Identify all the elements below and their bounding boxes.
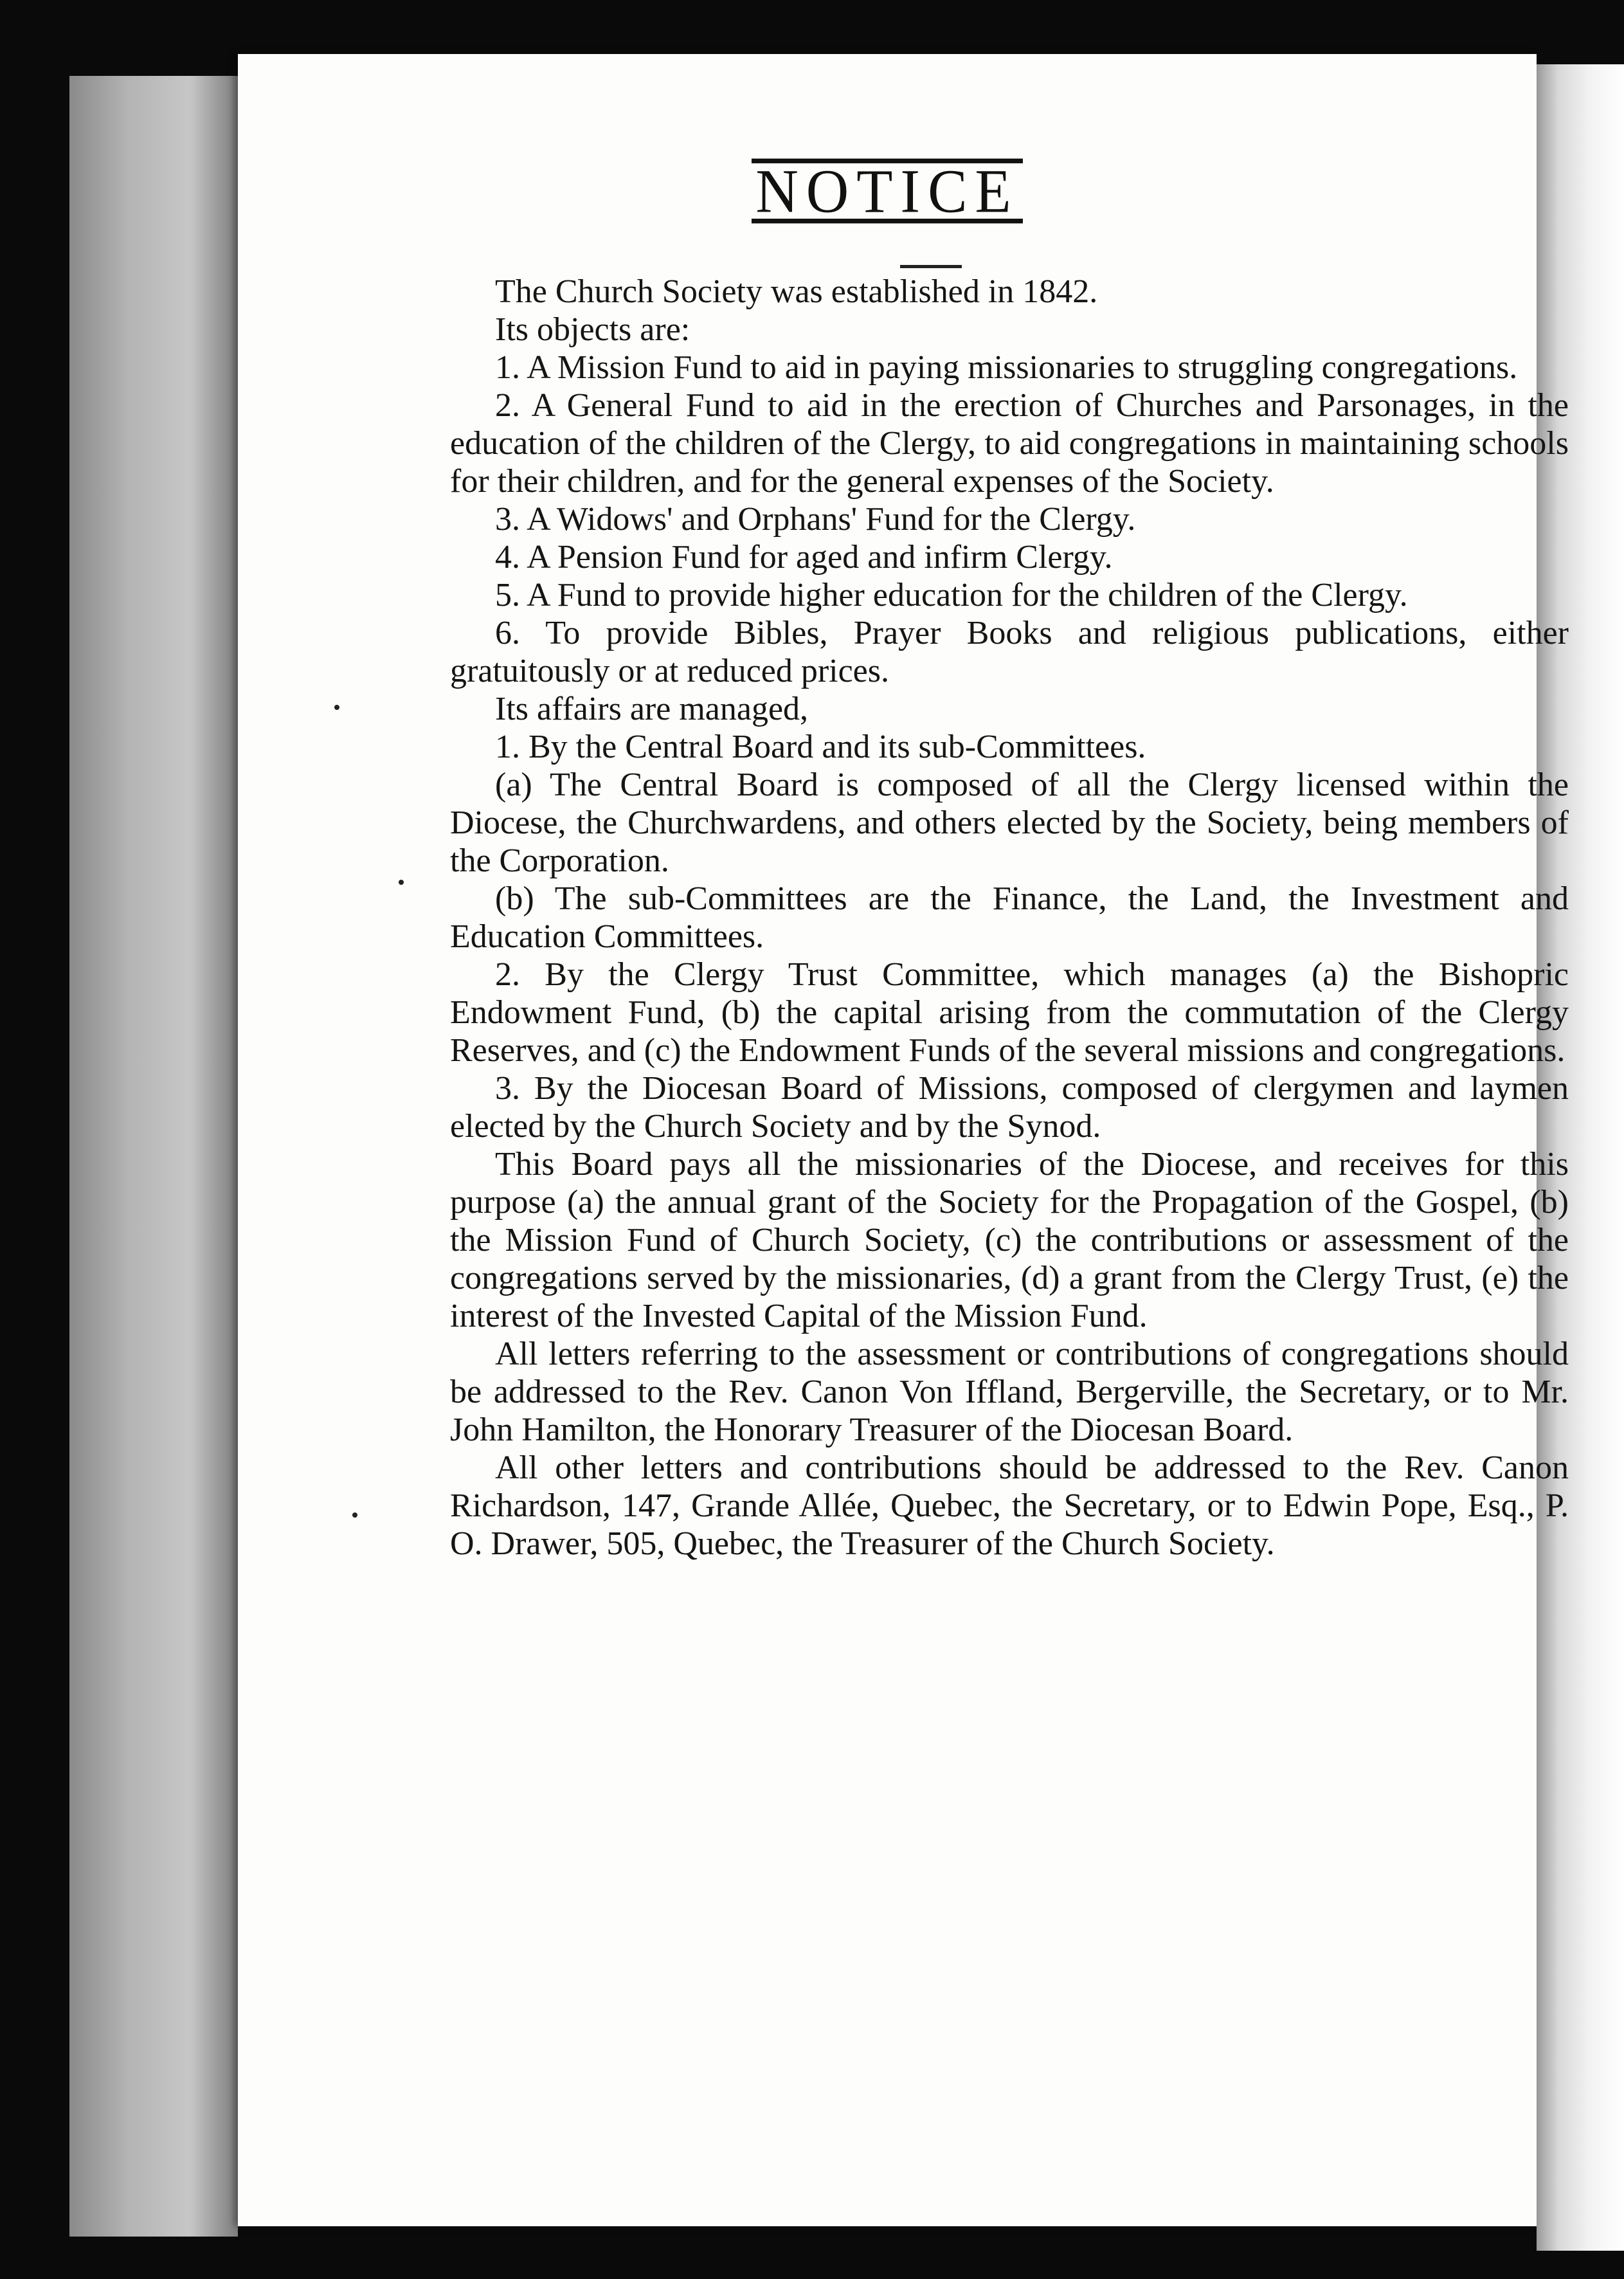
notice-body	[450, 273, 1569, 1563]
speck-mark	[334, 705, 339, 710]
paragraph-objects-intro: Its objects are:	[495, 311, 690, 348]
notice-title-text: NOTICE	[752, 159, 1022, 224]
paragraph-board-pays: This Board pays all the missionaries of the Diocese, and receives for this purpose (a) the annual grant of the Society for the Propagation of the Gospel, (b) the Mission Fund of Church Society, (c) the contributions or assessment of the congregations served by the missionaries, (d) a grant from the Clergy Trust, (e) the interest of the Invested Capital of the Mission Fund.	[450, 1146, 1569, 1334]
paragraph-letters-assessment: All letters referring to the assessment or contributions of congregations should be addressed to the Rev. Canon Von Iffland, Bergerville, the Secretary, or to Mr. John Hamilton, the Honorary Treasurer of the Diocesan Board.	[450, 1336, 1569, 1448]
paragraph-object-5: 5. A Fund to provide higher education for the children of the Clergy.	[495, 577, 1408, 613]
paragraph-management-2: 2. By the Clergy Trust Committee, which manages (a) the Bishopric Endowment Fund, (b) the capital arising from the commutation of the Clergy Reserves, and (c) the Endowment Funds of the several missions and congregations.	[450, 956, 1569, 1069]
paragraph-management-3: 3. By the Diocesan Board of Missions, composed of clergymen and laymen elected by the Church Society and by the Synod.	[450, 1070, 1569, 1145]
page-gutter-shadow	[193, 76, 238, 2237]
speck-mark	[352, 1512, 357, 1518]
paragraph-object-4: 4. A Pension Fund for aged and infirm Clergy.	[495, 539, 1113, 576]
paragraph-affairs-intro: Its affairs are managed,	[495, 691, 809, 727]
paragraph-management-1: 1. By the Central Board and its sub-Committees.	[495, 729, 1146, 765]
paragraph-management-1a: (a) The Central Board is composed of all the Clergy licensed within the Diocese, the Churchwardens, and others elected by the Society, being members of the Corporation.	[450, 767, 1569, 879]
paragraph-letters-other: All other letters and contributions should be addressed to the Rev. Canon Richardson, 147, Grande Allée, Quebec, the Secretary, or to Edwin Pope, Esq., P. O. Drawer, 505, Quebec, the Treasurer of the Church Society.	[450, 1449, 1569, 1562]
title-rule	[900, 265, 962, 268]
paragraph-object-1: 1. A Mission Fund to aid in paying missionaries to struggling congregations.	[495, 349, 1518, 386]
paragraph-established: The Church Society was established in 1842.	[495, 273, 1098, 310]
paragraph-object-2: 2. A General Fund to aid in the erection of Churches and Parsonages, in the education of the children of the Clergy, to aid congregations in maintaining schools for their children, and for the general expenses of the Society.	[450, 387, 1569, 500]
speck-mark	[399, 880, 404, 885]
paragraph-management-1b: (b) The sub-Committees are the Finance, the Land, the Investment and Education Committees.	[450, 880, 1569, 955]
document-page	[238, 54, 1569, 2226]
paragraph-object-3: 3. A Widows' and Orphans' Fund for the Clergy.	[495, 501, 1136, 538]
notice-title	[238, 157, 1537, 225]
paragraph-object-6: 6. To provide Bibles, Prayer Books and religious publications, either gratuitously or at reduced prices.	[450, 615, 1569, 689]
